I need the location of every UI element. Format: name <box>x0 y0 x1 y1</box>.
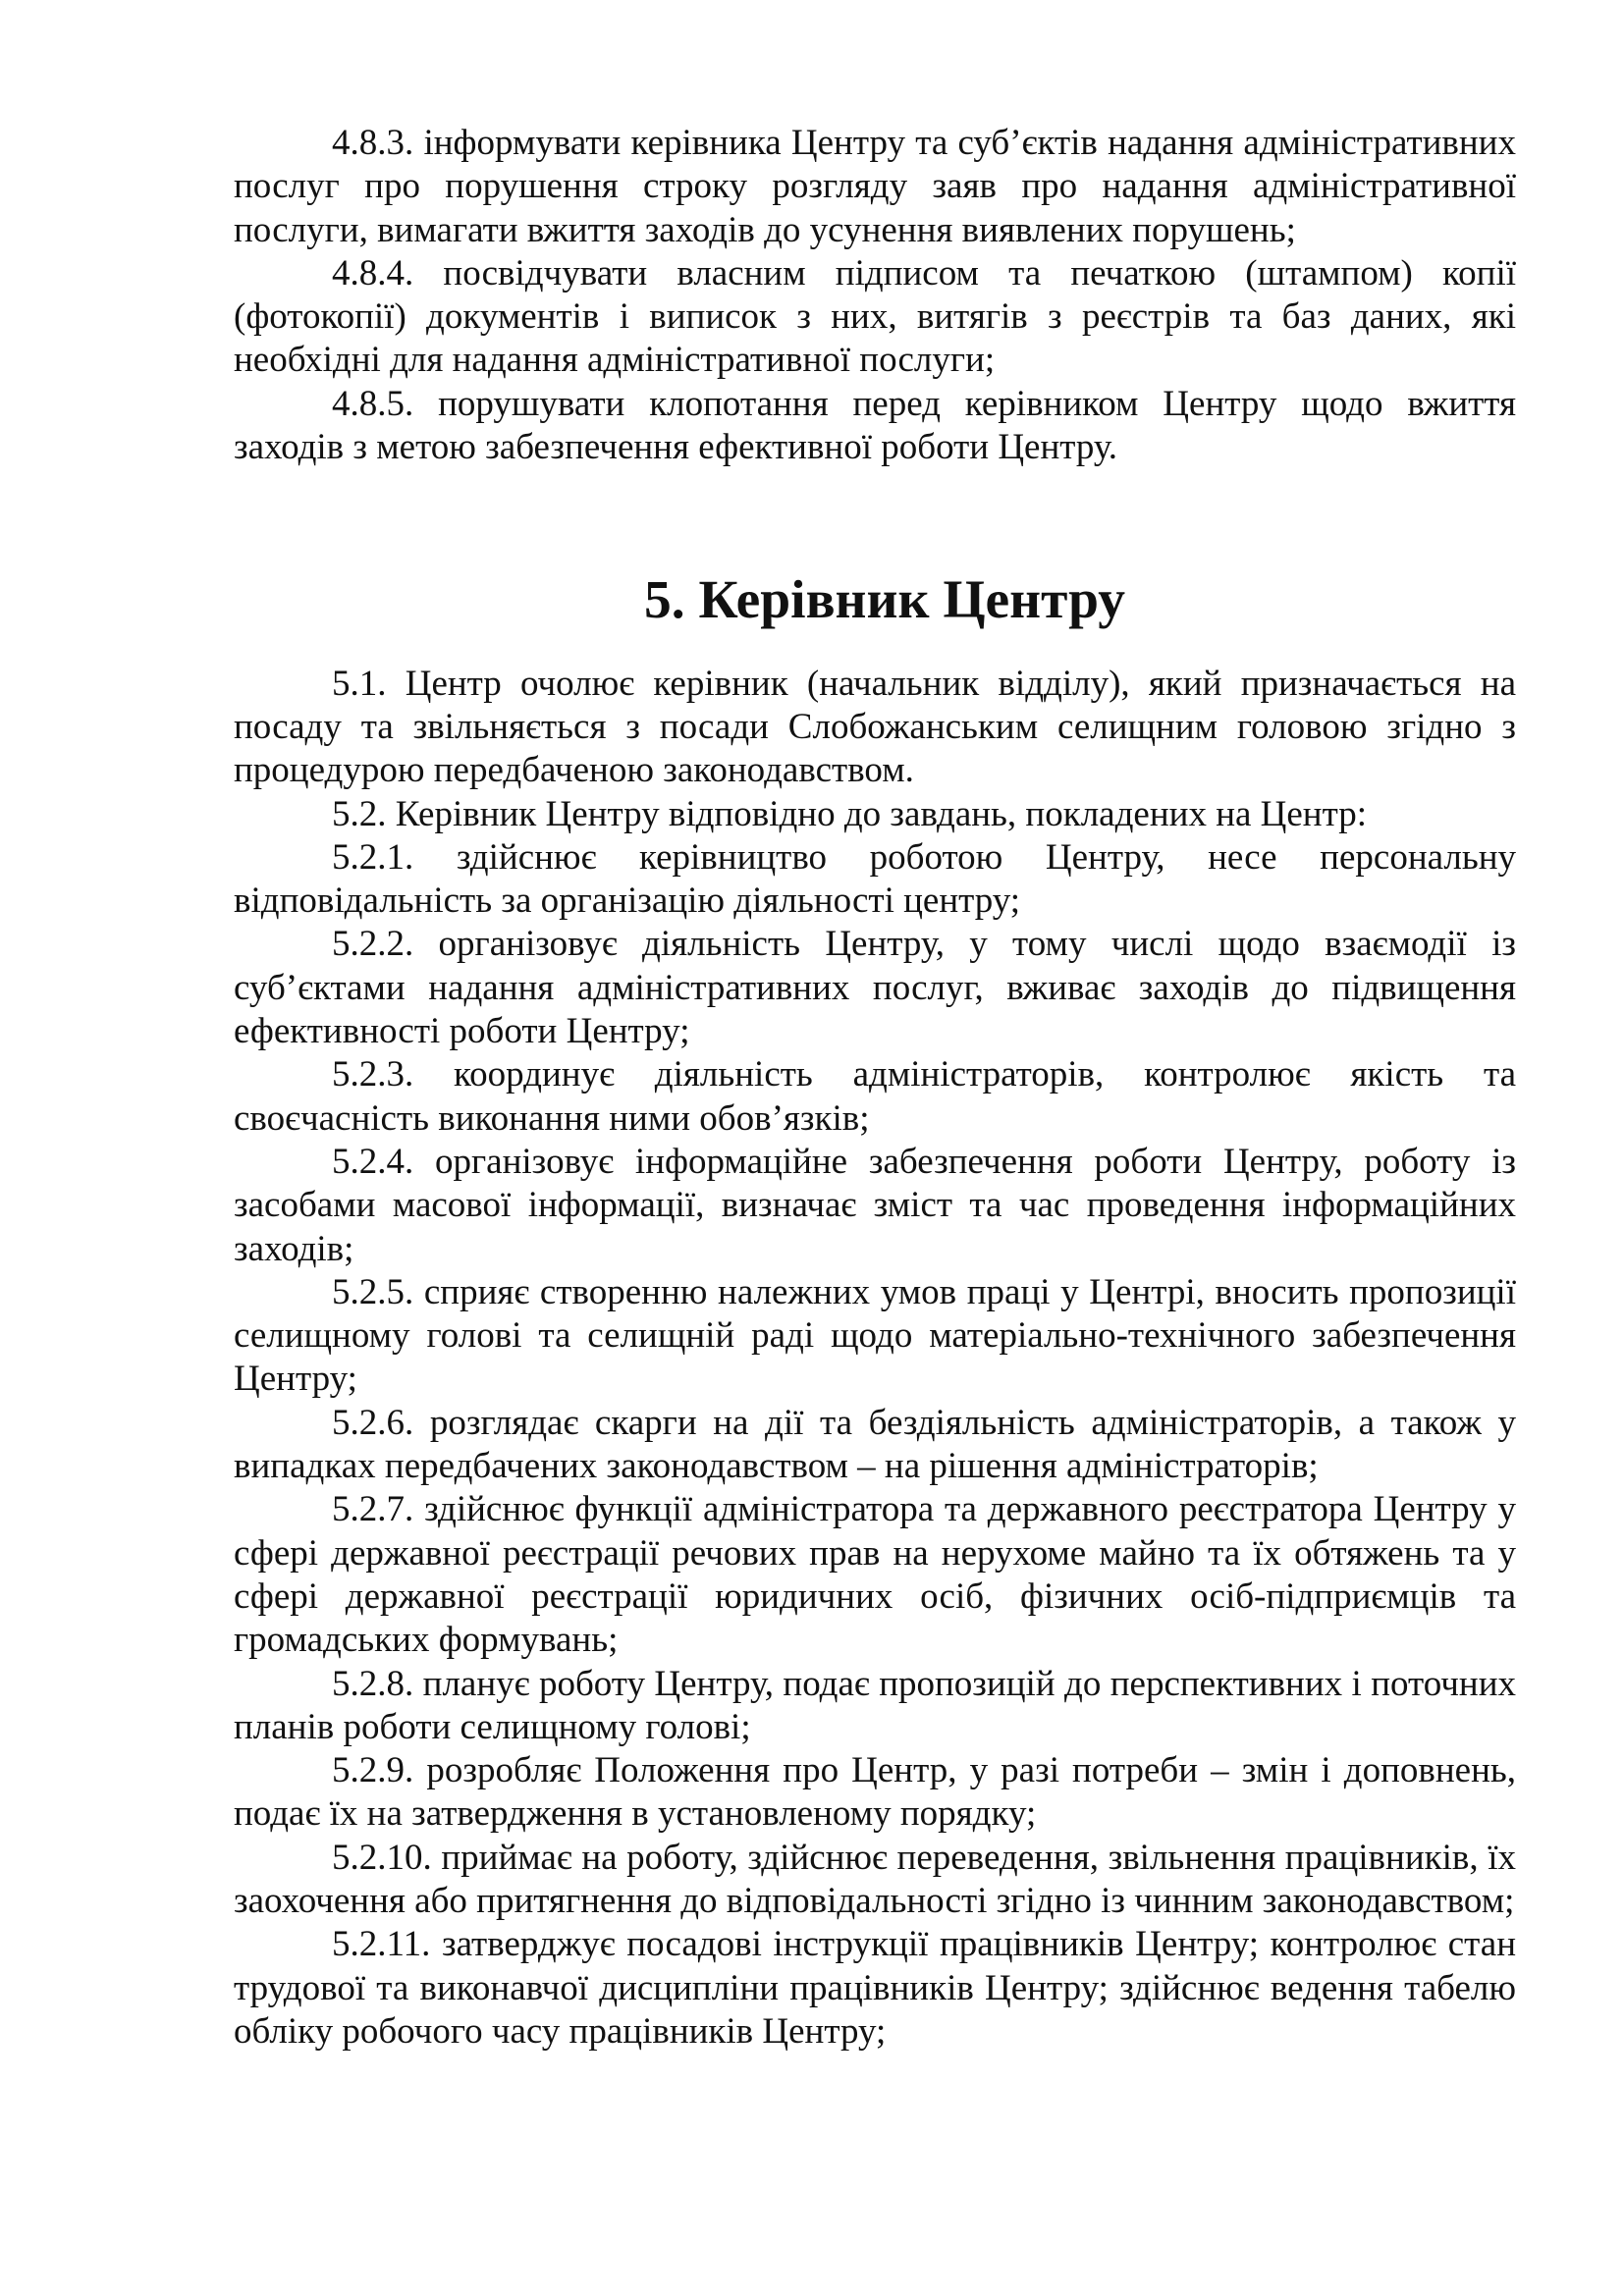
paragraph-4-8-4: 4.8.4. посвідчувати власним підписом та печаткою (штампом) копії (фотокопії) документів і виписок з них, витягів з реєстрів та баз даних, які необхідні для надання адміністративної послуги; <box>234 252 1516 381</box>
document-page <box>234 122 1516 2054</box>
paragraph-5-2-5: 5.2.5. сприяє створенню належних умов праці у Центрі, вносить пропозиції селищному голові та селищній раді щодо матеріально-технічного забезпечення Центру; <box>234 1271 1516 1400</box>
paragraph-5-2-4: 5.2.4. організовує інформаційне забезпечення роботи Центру, роботу із засобами масової інформації, визначає зміст та час проведення інформаційних заходів; <box>234 1141 1516 1269</box>
paragraph-5-2-8: 5.2.8. планує роботу Центру, подає пропозицій до перспективних і поточних планів роботи селищному голові; <box>234 1663 1516 1747</box>
paragraph-5-2-7: 5.2.7. здійснює функції адміністратора та державного реєстратора Центру у сфері державної реєстрації речових прав на нерухоме майно та їх обтяжень та у сфері державної реєстрації юридичних осіб, фізичних осіб-підприємців та громадських формувань; <box>234 1489 1516 1661</box>
section-5-heading: 5. Керівник Центру <box>644 570 1125 631</box>
paragraph-5-2-10: 5.2.10. приймає на роботу, здійснює переведення, звільнення працівників, їх заохочення або притягнення до відповідальності згідно із чинним законодавством; <box>234 1837 1516 1921</box>
paragraph-5-2-6: 5.2.6. розглядає скарги на дії та бездіяльність адміністраторів, а також у випадках передбачених законодавством – на рішення адміністраторів; <box>234 1402 1516 1487</box>
paragraph-5-2-1: 5.2.1. здійснює керівництво роботою Центру, несе персональну відповідальність за організацію діяльності центру; <box>234 836 1516 922</box>
paragraph-5-2: 5.2. Керівник Центру відповідно до завдань, покладених на Центр: <box>332 793 1368 834</box>
paragraph-5-2-11: 5.2.11. затверджує посадові інструкції працівників Центру; контролює стан трудової та виконавчої дисципліни працівників Центру; здійснює ведення табелю обліку робочого часу працівників Центру; <box>234 1924 1516 2052</box>
paragraph-4-8-5: 4.8.5. порушувати клопотання перед керівником Центру щодо вжиття заходів з метою забезпечення ефективної роботи Центру. <box>234 383 1516 468</box>
paragraph-5-2-3: 5.2.3. координує діяльність адміністраторів, контролює якість та своєчасність виконання ними обов’язків; <box>234 1054 1516 1139</box>
paragraph-4-8-3: 4.8.3. інформувати керівника Центру та суб’єктів надання адміністративних послуг про порушення строку розгляду заяв про надання адміністративної послуги, вимагати вжиття заходів до усунення виявлених порушень; <box>234 123 1516 250</box>
paragraph-5-2-2: 5.2.2. організовує діяльність Центру, у тому числі щодо взаємодії із суб’єктами надання адміністративних послуг, вживає заходів до підвищення ефективності роботи Центру; <box>234 924 1516 1052</box>
spacer <box>234 469 1516 579</box>
paragraph-5-1: 5.1. Центр очолює керівник (начальник відділу), який призначається на посаду та звільняється з посади Слобожанським селищним головою згідно з процедурою передбаченою законодавством. <box>234 663 1516 791</box>
paragraph-5-2-9: 5.2.9. розробляє Положення про Центр, у разі потреби – змін і доповнень, подає їх на затвердження в установленому порядку; <box>234 1750 1516 1835</box>
